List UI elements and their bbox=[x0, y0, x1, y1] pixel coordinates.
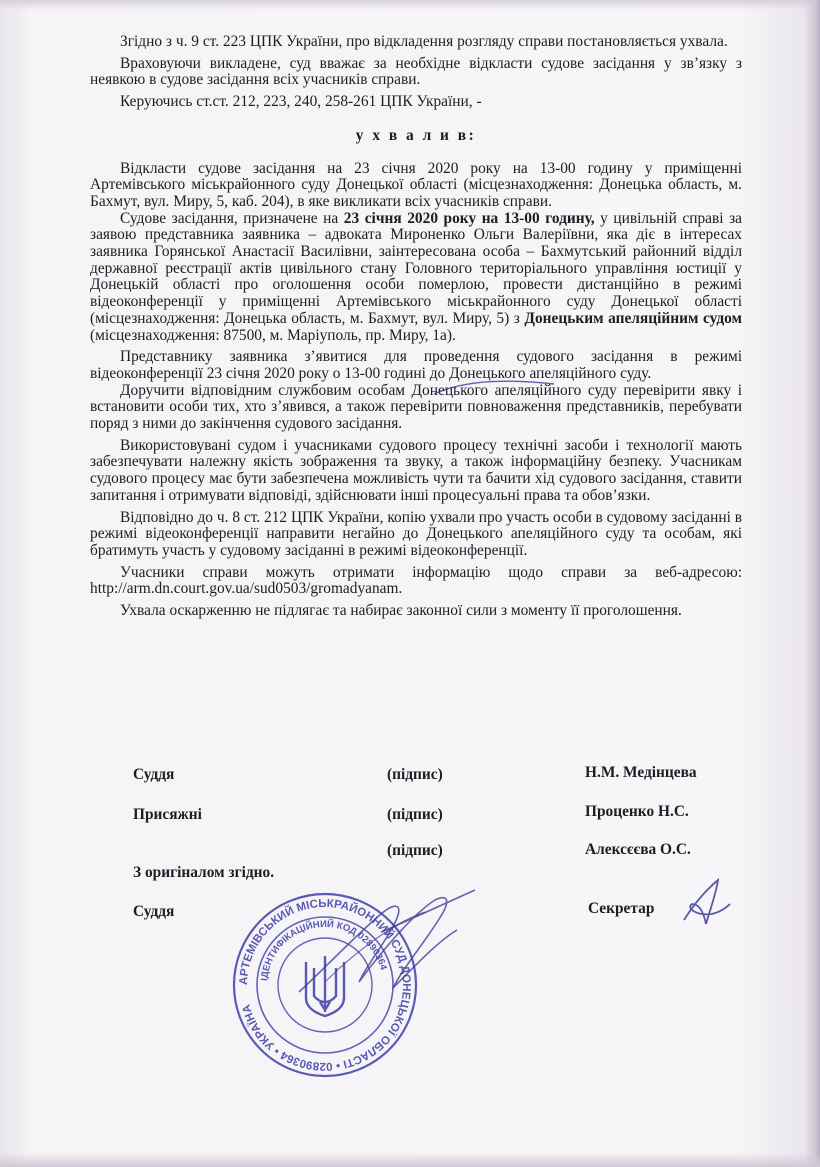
hearing-date-bold: 23 січня 2020 року на 13-00 годину, bbox=[343, 209, 595, 227]
paragraph-legal-basis: Згідно з ч. 9 ст. 223 ЦПК України, про відкладення розгляду справи постановляється ухвала. bbox=[120, 33, 728, 50]
true-copy-note: З оригіналом згідно. bbox=[133, 864, 275, 881]
paragraph-not-appealable: Ухвала оскарженню не підлягає та набирає законної сили з моменту її проголошення. bbox=[120, 602, 682, 620]
jurors-label: Присяжні bbox=[133, 806, 202, 823]
paragraph-web-address: Учасники справи можуть отримати інформацію щодо справи за веб-адресою: http://arm.dn.court.gov.ua/sud0503/gromadyanam. bbox=[90, 563, 742, 598]
p5-text-e: (місцезнаходження: 87500, м. Маріуполь, пр. Миру, 1а). bbox=[90, 326, 456, 344]
paragraph-instruct-officials: Доручити відповідним службовим особам Донецького апеляційного суду перевірити явку і встановити особи тих, хто з’явився, а також перевірити повноваження представників, перебувати поряд з ними до закінчення судового засідання. bbox=[90, 381, 742, 433]
secretary-label: Секретар bbox=[588, 900, 655, 917]
judge-signature-placeholder: (підпис) bbox=[387, 766, 443, 783]
paragraph-reasoning: Враховуючи викладене, суд вважає за необхідне відкласти судове засідання у зв’язку з неявкою в судове засідання всіх учасників справи. bbox=[90, 54, 742, 89]
secretary-handwritten-signature bbox=[676, 874, 736, 934]
judge-copy-label: Суддя bbox=[133, 903, 175, 920]
scan-bottom-edge bbox=[0, 1153, 820, 1167]
paragraph-representative: Представнику заявника з’явитися для проведення судового засідання в режимі відеоконференції 23 січня 2020 року о 13-00 годині до Донецького апеляційного суду. bbox=[90, 348, 742, 382]
juror1-signature-placeholder: (підпис) bbox=[387, 806, 443, 823]
paragraph-send-copy: Відповідно до ч. 8 ст. 212 ЦПК України, копію ухвали про участь особи в судовому засіданні в режимі відеоконференції направити негайно до Донецького апеляційного суду та особам, які братимуть участь у судовому засіданні в режимі відеоконференції. bbox=[90, 508, 742, 559]
paragraph-videoconference bbox=[90, 211, 742, 345]
juror2-signature-placeholder: (підпис) bbox=[387, 842, 443, 859]
appeal-court-bold: Донецьким апеляційним судом bbox=[524, 309, 743, 327]
paragraph-articles: Керуючись ст.ст. 212, 223, 240, 258-261 ЦПК України, - bbox=[120, 93, 482, 111]
juror2-name: Алексєєва О.С. bbox=[585, 841, 691, 858]
judge-label: Суддя bbox=[133, 766, 175, 783]
ruling-body bbox=[90, 34, 742, 620]
pen-underline-mark bbox=[430, 372, 560, 402]
paragraph-postpone: Відкласти судове засідання на 23 січня 2020 року на 13-00 годину у приміщенні Артемівського міськрайонного суду Донецької області (місцезнаходження: Донецька область, м. Бахмут, вул. Миру, 5, каб. 204), в яке викликати всіх учасників справи. bbox=[90, 159, 742, 210]
judge-name: Н.М. Медінцева bbox=[585, 764, 697, 781]
p5-text-a: Судове засідання, призначене на bbox=[120, 209, 344, 227]
ruling-heading: у х в а л и в: bbox=[355, 126, 477, 144]
juror1-name: Проценко Н.С. bbox=[585, 803, 689, 820]
seal-inner-text: ІДЕНТИФІКАЦІЙНИЙ КОД 02890364 bbox=[259, 918, 389, 982]
scan-top-edge bbox=[0, 0, 820, 10]
paragraph-technical-means: Використовувані судом і учасниками судового процесу технічні засоби і технології мають забезпечувати належну якість зображення та звуку, а також інформаційну безпеку. Учасникам судового процесу має бути забезпечена можливість чути та бачити хід судового засідання, ставити запитання і отримувати відповіді, здійснювати інші процесуальні права та обов’язки. bbox=[90, 436, 742, 504]
scan-right-edge bbox=[804, 0, 820, 1167]
seal-ring-text: АРТЕМІВСЬКИЙ МІСЬКРАЙОННИЙ СУД ДОНЕЦЬКОЇ ОБЛАСТІ • 02890364 • УКРАЇНА bbox=[237, 897, 413, 1073]
judge-handwritten-signature bbox=[285, 872, 495, 1022]
p5-text-c: у цивільній справі за заявою представника заявника – адвоката Мироненко Ольги Валеріївни, яка діє в інтересах заявника Горянської Анастасії Василівни, заінтересована особа – Бахмутський районний відділ державної реєстрації актів цивільного стану Головного територіального управління юстиції у Донецькій області про оголошення особи померлою, провести дистанційно в режимі відеоконференції у приміщенні Артемівського міськрайонного суду Донецької області (місцезнаходження: Донецька область, м. Бахмут, вул. Миру, 5) з bbox=[90, 209, 742, 327]
